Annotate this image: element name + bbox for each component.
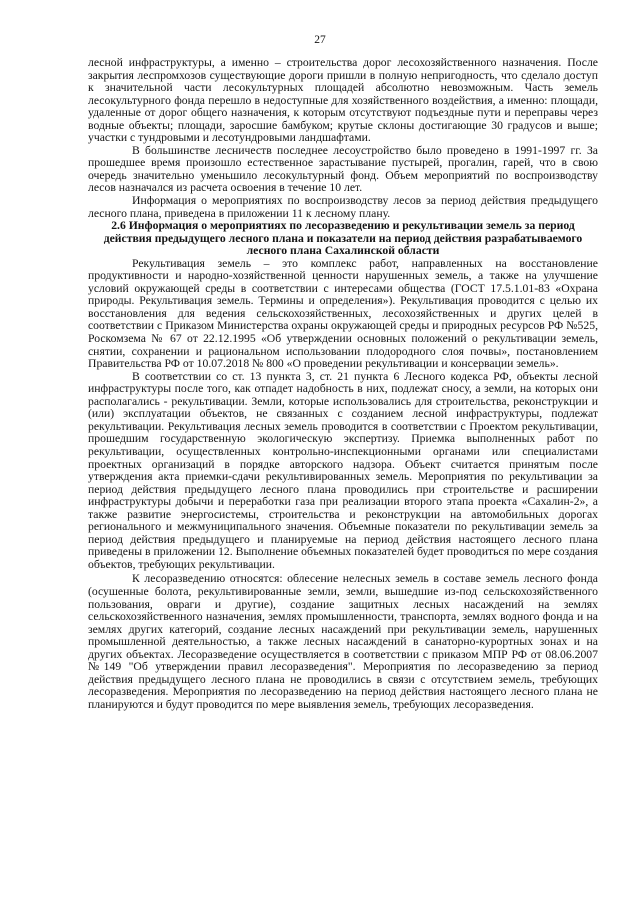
page-number: 27 bbox=[314, 34, 326, 46]
paragraph-reproduction-info: Информация о мероприятиях по воспроизводству лесов за период действия предыдущего лесного плана, приведена в приложении 11 к лесному плану. bbox=[88, 194, 598, 220]
paragraph-forest-code: В соответствии со ст. 13 пункта 3, ст. 21 пункта 6 Лесного кодекса РФ, объекты лесной инфраструктуры после того, как отпадет надобность в них, подлежат сносу, а земли, на которых они располагались - рекультивации. Земли, которые использовались для строительства, реконструкции и (или) эксплуатации объектов, не связанных с созданием лесной инфраструктуры, подлежат рекультивации. Рекультивация лесных земель проводится в соответствии с Проектом рекультивации, прошедшим государственную экологическую экспертизу. Приемка выполненных работ по рекультивации, осуществленных контрольно-инспекционными органами или специалистами проектных организаций в порядке авторского надзора. Объект считается принятым после утверждения акта приемки-сдачи рекультивированных земель. Мероприятия по рекультивации за период действия предыдущего лесного плана проводились при строительстве и расширении инфраструктуры добычи и переработки газа при реализации второго этапа проекта «Сахалин-2», а также развитие энергосистемы, строительства и реконструкции на автомобильных дорогах регионального и межмуниципального значения. Объемные показатели по рекультивации земель за период действия предыдущего и планируемые на период действия настоящего лесного плана приведены в приложении 12. Выполнение объемных показателей будет проводиться по мере создания объектов, требующих рекультивации. bbox=[88, 369, 598, 571]
paragraph-recultivation-definition: Рекультивация земель – это комплекс работ, направленных на восстановление продуктивности и народно-хозяйственной ценности нарушенных земель, а также на улучшение условий окружающей среды в соответствии с интересами общества (ГОСТ 17.5.1.01-83 «Охрана природы. Рекультивация земель. Термины и определения»). Рекультивация проводится с целью их восстановления для ведения сельскохозяйственных, лесохозяйственных и других целей в соответствии с Приказом Министерства охраны окружающей среды и природных ресурсов РФ №525, Роскомзема № 67 от 22.12.1995 «Об утверждении основных положений о рекультивации земель, снятии, сохранении и рациональном использовании плодородного слоя почвы», постановлением Правительства РФ от 10.07.2018 № 800 «О проведении рекультивации и консервации земель». bbox=[88, 256, 598, 371]
paragraph-forest-survey: В большинстве лесничеств последнее лесоустройство было проведено в 1991-1997 гг. За прошедшее время произошло естественное зарастывание пустырей, прогалин, гарей, что в свою очередь значительно уменьшило лесокультурный фонд. Объем мероприятий по воспроизводству лесов назначался из расчета освоения в течение 10 лет. bbox=[88, 143, 598, 195]
document-body bbox=[88, 57, 598, 711]
section-heading: 2.6 Информация о мероприятиях по лесоразведению и рекультивации земель за период действия предыдущего лесного плана и показатели на период действия разрабатываемого лесного плана Сахалинской области bbox=[103, 219, 583, 258]
paragraph-continuation: лесной инфраструктуры, а именно – строительства дорог лесохозяйственного назначения. После закрытия леспромхозов существующие дороги пришли в полную непригодность, что сделало доступ к значительной части лесокультурных площадей абсолютно невозможным. Часть земель лесокультурного фонда перешло в недоступные для хозяйственного воздействия, а именно: площади, удаленные от дорог общего назначения, к которым отсутствуют подъездные пути и переправы через водные объекты; площади, заросшие бамбуком; крутые склоны достигающие 30 градусов и выше; участки с тундровыми и лесотундровыми ландшафтами. bbox=[88, 56, 598, 145]
paragraph-afforestation: К лесоразведению относятся: облесение нелесных земель в составе земель лесного фонда (осушенные болота, рекультивированные земли, земли, вышедшие из-под сельскохозяйственного пользования, овраги и другие), создание защитных лесных насаждений на землях сельскохозяйственного назначения, землях промышленности, транспорта, землях водного фонда и на землях других категорий, создание лесных насаждений при рекультивации земель, нарушенных промышленной деятельностью, а также лесных насаждений в санаторно-курортных зонах и на других объектах. Лесоразведение осуществляется в соответствии с приказом МПР РФ от 08.06.2007 №149 "Об утверждении правил лесоразведения". Мероприятия по лесоразведению за период действия предыдущего лесного плана не проводились в связи с отсутствием земель, требующих лесоразведения. Мероприятия по лесоразведению на период действия настоящего лесного плана не планируются и будут проводится по мере выявления земель, требующих лесоразведения. bbox=[88, 572, 598, 711]
